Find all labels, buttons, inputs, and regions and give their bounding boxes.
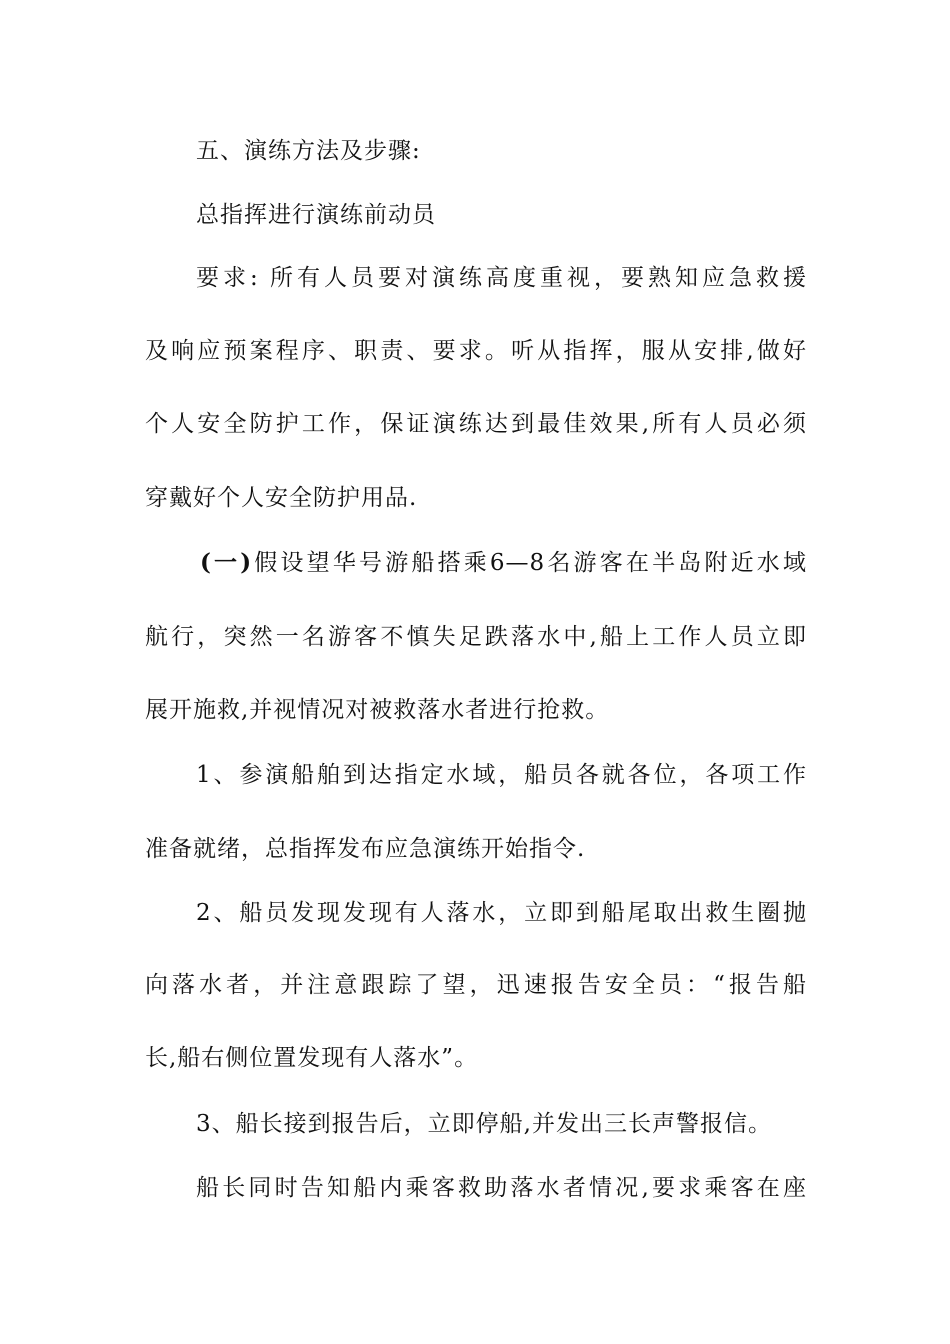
- paragraph-line: 总指挥进行演练前动员: [196, 202, 436, 228]
- paragraph-line: 展开施救,并视情况对被救落水者进行抢救。: [145, 697, 610, 723]
- paragraph-line: 船长同时告知船内乘客救助落水者情况,要求乘客在座: [196, 1175, 807, 1201]
- paragraph-line: 长,船右侧位置发现有人落水”。: [145, 1045, 479, 1071]
- paragraph-line: 个人安全防护工作，保证演练达到最佳效果,所有人员必须: [145, 411, 807, 437]
- paragraph-text: 假设望华号游船搭乘6—8名游客在半岛附近水域: [252, 550, 807, 576]
- paragraph-line: 穿戴好个人安全防护用品.: [145, 485, 418, 511]
- list-item-3: 3、船长接到报告后，立即停船,并发出三长声警报信。: [196, 1111, 772, 1137]
- list-item-1: 1、参演船舶到达指定水域，船员各就各位，各项工作: [196, 762, 807, 788]
- list-item-2: 2、船员发现发现有人落水，立即到船尾取出救生圈抛: [196, 900, 807, 926]
- section-heading: 五、演练方法及步骤:: [196, 138, 421, 164]
- section-marker: (一): [200, 549, 253, 576]
- paragraph-line: 准备就绪，总指挥发布应急演练开始指令.: [145, 836, 586, 862]
- paragraph-line: 向落水者，并注意跟踪了望，迅速报告安全员：“报告船: [145, 972, 807, 998]
- paragraph-line: 及响应预案程序、职责、要求。听从指挥，服从安排,做好: [145, 338, 807, 364]
- paragraph-line: [200, 548, 807, 578]
- paragraph-line: 要求: 所有人员要对演练高度重视，要熟知应急救援: [196, 265, 807, 291]
- paragraph-line: 航行，突然一名游客不慎失足跌落水中,船上工作人员立即: [145, 624, 807, 650]
